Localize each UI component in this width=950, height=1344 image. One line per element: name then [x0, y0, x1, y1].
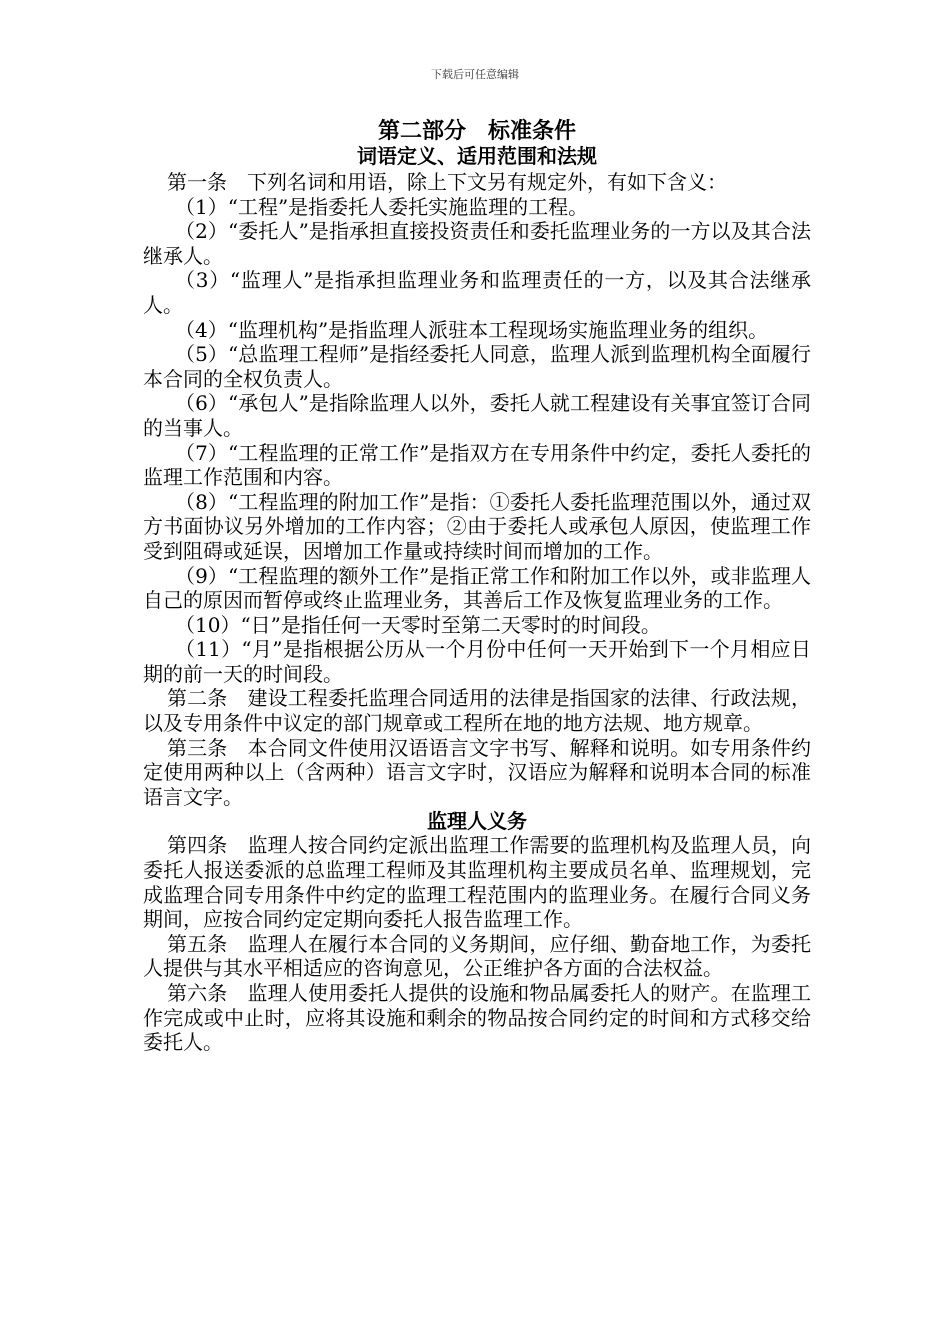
definition-item: （4）“监理机构”是指监理人派驻本工程现场实施监理业务的组织。	[175, 317, 769, 342]
definition-item: （5）“总监理工程师”是指经委托人同意，监理人派到监理机构全面履行本合同的全权负责人。	[143, 342, 811, 391]
definition-item: （8）“工程监理的附加工作”是指：①委托人委托监理范围以外，通过双方书面协议另外增加的工作内容；②由于委托人或承包人原因，使监理工作受到阻碍或延误，因增加工作量或持续时间而增加的工作。	[143, 489, 811, 563]
section-title-definitions: 词语定义、适用范围和法规	[357, 144, 597, 168]
definition-item: （11）“月”是指根据公历从一个月份中任何一天开始到下一个月相应日期的前一天的时间段。	[143, 637, 811, 686]
article-3: 第三条 本合同文件使用汉语语言文字书写、解释和说明。如专用条件约定使用两种以上（含两种）语言文字时，汉语应为解释和说明本合同的标准语言文字。	[143, 735, 811, 809]
definition-item: （3）“监理人”是指承担监理业务和监理责任的一方，以及其合法继承人。	[143, 268, 811, 317]
article-5: 第五条 监理人在履行本合同的义务期间，应仔细、勤奋地工作，为委托人提供与其水平相适应的咨询意见，公正维护各方面的合法权益。	[143, 931, 811, 981]
header-note: 下载后可任意编辑	[431, 68, 519, 81]
article-2: 第二条 建设工程委托监理合同适用的法律是指国家的法律、行政法规，以及专用条件中议定的部门规章或工程所在地的地方法规、地方规章。	[143, 686, 811, 736]
definition-item: （1）“工程”是指委托人委托实施监理的工程。	[175, 194, 589, 219]
article-1: 第一条 下列名词和用语，除上下文另有规定外，有如下含义：	[167, 170, 727, 194]
article-6: 第六条 监理人使用委托人提供的设施和物品属委托人的财产。在监理工作完成或中止时，应将其设施和剩余的物品按合同约定的时间和方式移交给委托人。	[143, 981, 811, 1055]
article-4: 第四条 监理人按合同约定派出监理工作需要的监理机构及监理人员，向委托人报送委派的总监理工程师及其监理机构主要成员名单、监理规划，完成监理合同专用条件中约定的监理工程范围内的监理业务。在履行合同义务期间，应按合同约定定期向委托人报告监理工作。	[143, 833, 811, 932]
definition-item: （9）“工程监理的额外工作”是指正常工作和附加工作以外，或非监理人自己的原因而暂停或终止监理业务，其善后工作及恢复监理业务的工作。	[143, 563, 811, 613]
document-title: 第二部分 标准条件	[377, 118, 576, 144]
definition-item: （7）“工程监理的正常工作”是指双方在专用条件中约定，委托人委托的监理工作范围和内容。	[143, 440, 811, 490]
definition-item: （2）“委托人”是指承担直接投资责任和委托监理业务的一方以及其合法继承人。	[143, 219, 811, 268]
section-title-supervisor-duties: 监理人义务	[427, 809, 527, 834]
definition-item: （6）“承包人”是指除监理人以外，委托人就工程建设有关事宜签订合同的当事人。	[143, 391, 811, 440]
definition-item: （10）“日”是指任何一天零时至第二天零时的时间段。	[175, 612, 661, 637]
document-body	[143, 118, 811, 1055]
